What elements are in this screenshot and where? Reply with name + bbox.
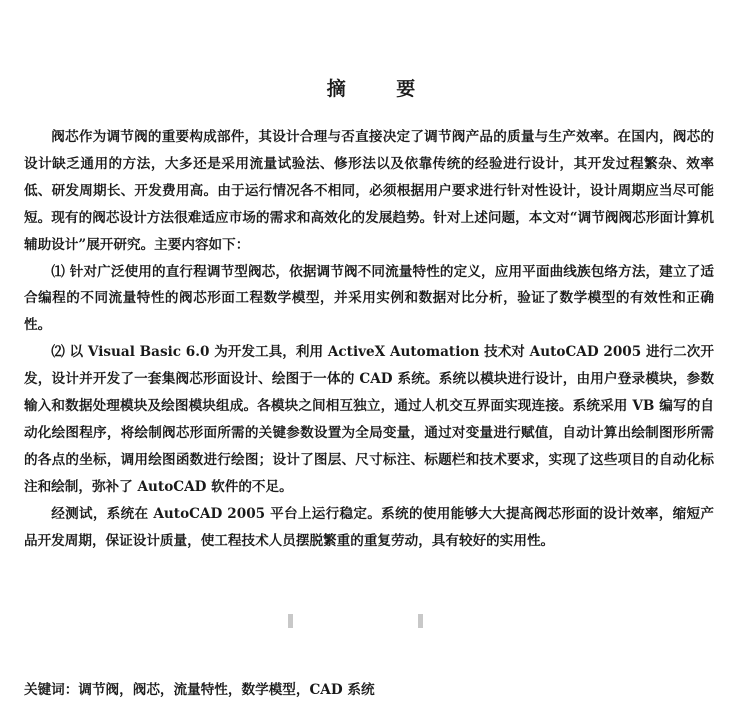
scan-mark xyxy=(288,614,293,628)
abstract-paragraph-conclusion: 经测试，系统在 AutoCAD 2005 平台上运行稳定。系统的使用能够大大提高阀芯形面的设计效率，缩短产品开发周期，保证设计质量，使工程技术人员摆脱繁重的重复劳动，具有较好的实用性。 xyxy=(24,505,714,549)
abstract-paragraph-intro: 阀芯作为调节阀的重要构成部件，其设计合理与否直接决定了调节阀产品的质量与生产效率。在国内，阀芯的设计缺乏通用的方法，大多还是采用流量试验法、修形法以及依靠传统的经验进行设计，其开发过程繁杂、效率低、研发周期长、开发费用高。由于运行情况各不相同，必须根据用户要求进行针对性设计，设计周期应当尽可能短。现有的阀芯设计方法很难适应市场的需求和高效化的发展趋势。针对上述问题，本文对“调节阀阀芯形面计算机辅助设计”展开研究。主要内容如下： xyxy=(24,129,714,253)
scan-mark xyxy=(418,614,423,628)
abstract-body xyxy=(24,124,714,555)
abstract-paragraph-item-2: ⑵ 以 Visual Basic 6.0 为开发工具，利用 ActiveX Automation 技术对 AutoCAD 2005 进行二次开发，设计并开发了一套集阀芯形面设计、绘图于一体的 CAD 系统。系统以模块进行设计，由用户登录模块，参数输入和数据处理模块及绘图模块组成。各模块之间相互独立，通过人机交互界面实现连接。系统采用 VB 编写的自动化绘图程序，将绘制阀芯形面所需的关键参数设置为全局变量，通过对变量进行赋值，自动计算出绘制图形所需的各点的坐标，调用绘图函数进行绘图；设计了图层、尺寸标注、标题栏和技术要求，实现了这些项目的自动化标注和绘制，弥补了 AutoCAD 软件的不足。 xyxy=(24,344,714,495)
page-title: 摘 要 xyxy=(326,78,438,100)
keywords-text: 调节阀，阀芯，流量特性，数学模型，CAD 系统 xyxy=(78,682,375,698)
keywords-line xyxy=(24,678,714,698)
keywords-label: 关键词： xyxy=(24,682,79,698)
abstract-paragraph-item-1: ⑴ 针对广泛使用的直行程调节型阀芯，依据调节阀不同流量特性的定义，应用平面曲线族包络方法，建立了适合编程的不同流量特性的阀芯形面工程数学模型，并采用实例和数据对比分析，验证了数学模型的有效性和正确性。 xyxy=(24,263,714,334)
